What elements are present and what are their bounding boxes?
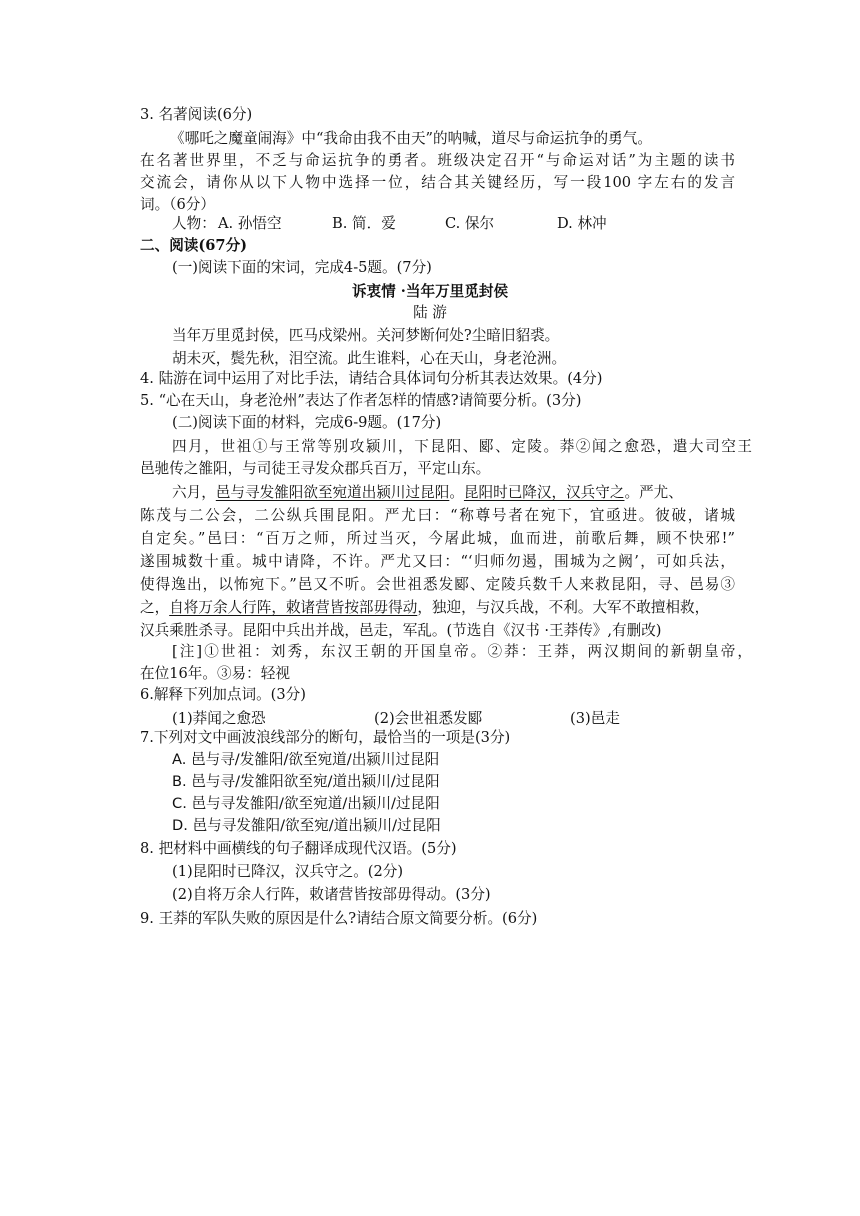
q6-title: 6.解释下列加点词。(3分): [140, 686, 306, 703]
passage-p2-line2: 陈茂与二公会，二公纵兵围昆阳。严尤曰：“称尊号者在宛下，宜亟进。彼破，诸城: [140, 507, 735, 524]
underlined-sentence-2: 自将万余人行阵，敕诸营皆按部毋得动: [169, 599, 418, 616]
poem-line1: 当年万里觅封侯，匹马戍梁州。关河梦断何处?尘暗旧貂裘。: [172, 327, 560, 344]
q5: 5. “心在天山，身老沧州”表达了作者怎样的情感?请简要分析。(3分): [140, 392, 582, 409]
part2-intro: (二)阅读下面的材料，完成6-9题。(17分): [172, 414, 442, 431]
passage-p1-line2: 邑驰传之雒阳，与司徒王寻发众郡兵百万，平定山东。: [140, 460, 491, 477]
note-line2: 在位16年。③易：轻视: [140, 665, 290, 682]
q7-option-a: A. 邑与寻/发雒阳/欲至宛道/出颍川过昆阳: [172, 751, 440, 768]
q8-item2: (2)自将万余人行阵，敕诸营皆按部毋得动。(3分): [172, 886, 491, 903]
poem-line2: 胡未灭，鬓先秋，泪空流。此生谁料，心在天山，身老沧洲。: [172, 350, 567, 367]
passage-p2-post: 。严尤、: [624, 484, 683, 501]
poem-author: 陆 游: [413, 304, 447, 321]
q9: 9. 王莽的军队失败的原因是什么?请结合原文简要分析。(6分): [140, 910, 538, 927]
q6-item2: (2)会世祖悉发郾: [374, 710, 483, 727]
passage-p2-line5: 使得逸出，以怖宛下。”邑又不听。会世祖悉发郾、定陵兵数千人来救昆阳，寻、邑易③: [140, 576, 735, 593]
passage-p2-mid: 。: [449, 484, 464, 501]
q3-para-line3: 交流会，请你从以下人物中选择一位，结合其关键经历，写一段100 字左右的发言: [140, 174, 735, 191]
q3-para-line2: 在名著世界里，不乏与命运抗争的勇者。班级决定召开“与命运对话”为主题的读书: [140, 152, 735, 169]
underlined-sentence-1: 昆阳时已降汉，汉兵守之: [463, 484, 625, 501]
q3-option-a: A. 孙悟空: [218, 215, 282, 232]
passage-p2-pre: 六月，: [172, 484, 216, 501]
q7-option-b: B. 邑与寻/发雒阳欲至宛/道出颍川/过昆阳: [172, 773, 440, 790]
poem-title: 诉衷情 ·当年万里觅封侯: [351, 283, 509, 300]
q3-para-line1: 《哪吒之魔童闹海》中“我命由我不由天”的呐喊，道尽与命运抗争的勇气。: [170, 130, 652, 147]
note-line1: [注]①世祖：刘秀，东汉王朝的开国皇帝。②莽：王莽，两汉期间的新朝皇帝，: [172, 643, 752, 660]
q6-item1: (1)莽闻之愈恐: [172, 710, 266, 727]
q3-option-d: D. 林冲: [557, 215, 607, 232]
q8-item1: (1)昆阳时已降汉，汉兵守之。(2分): [172, 863, 404, 880]
q7-title: 7.下列对文中画波浪线部分的断句，最恰当的一项是(3分): [140, 729, 511, 746]
part1-intro: (一)阅读下面的宋词，完成4-5题。(7分): [172, 259, 432, 276]
passage-p2-line6-pre: 之，: [140, 599, 170, 616]
q7-option-c: C. 邑与寻发雒阳/欲至宛道/出颍川/过昆阳: [172, 795, 440, 812]
wavy-underlined-sentence: 邑与寻发雒阳欲至宛道出颍川过昆阳: [215, 484, 450, 501]
passage-p2-line1: [172, 482, 683, 504]
passage-p1-line1: 四月，世祖①与王常等别攻颍川，下昆阳、郾、定陵。莽②闻之愈恐，遣大司空王: [172, 438, 752, 455]
q3-option-b: B. 简．爱: [332, 215, 396, 232]
passage-p2-line3: 自定矣。”邑曰：“百万之师，所过当灭，今屠此城，血而进，前歌后舞，顾不快邪!”: [140, 530, 735, 547]
q6-item3: (3)邑走: [570, 710, 620, 727]
q8-title: 8. 把材料中画横线的句子翻译成现代汉语。(5分): [140, 840, 457, 857]
q7-option-d: D. 邑与寻发雒阳/欲至宛/道出颍川/过昆阳: [172, 817, 441, 834]
section2-title: 二、阅读(67分): [140, 237, 248, 254]
q3-option-c: C. 保尔: [445, 215, 495, 232]
passage-p2-line4: 遂围城数十重。城中请降，不许。严尤又曰：“‘归师勿遏，围城为之阙’，可如兵法，: [140, 553, 735, 570]
passage-p2-line6: [140, 597, 709, 619]
passage-p2-line6-post: ，独迎，与汉兵战，不利。大军不敢擅相救，: [417, 599, 710, 616]
passage-p2-line7: 汉兵乘胜杀寻。昆阳中兵出并战，邑走，军乱。(节选自《汉书 ·王莽传》,有删改): [140, 622, 662, 639]
q3-title: 3. 名著阅读(6分): [140, 106, 253, 123]
q3-para-line4: 词。（6分）: [140, 196, 215, 213]
q3-options-label: 人物：: [172, 215, 216, 232]
q4: 4. 陆游在词中运用了对比手法，请结合具体词句分析其表达效果。(4分): [140, 370, 603, 387]
